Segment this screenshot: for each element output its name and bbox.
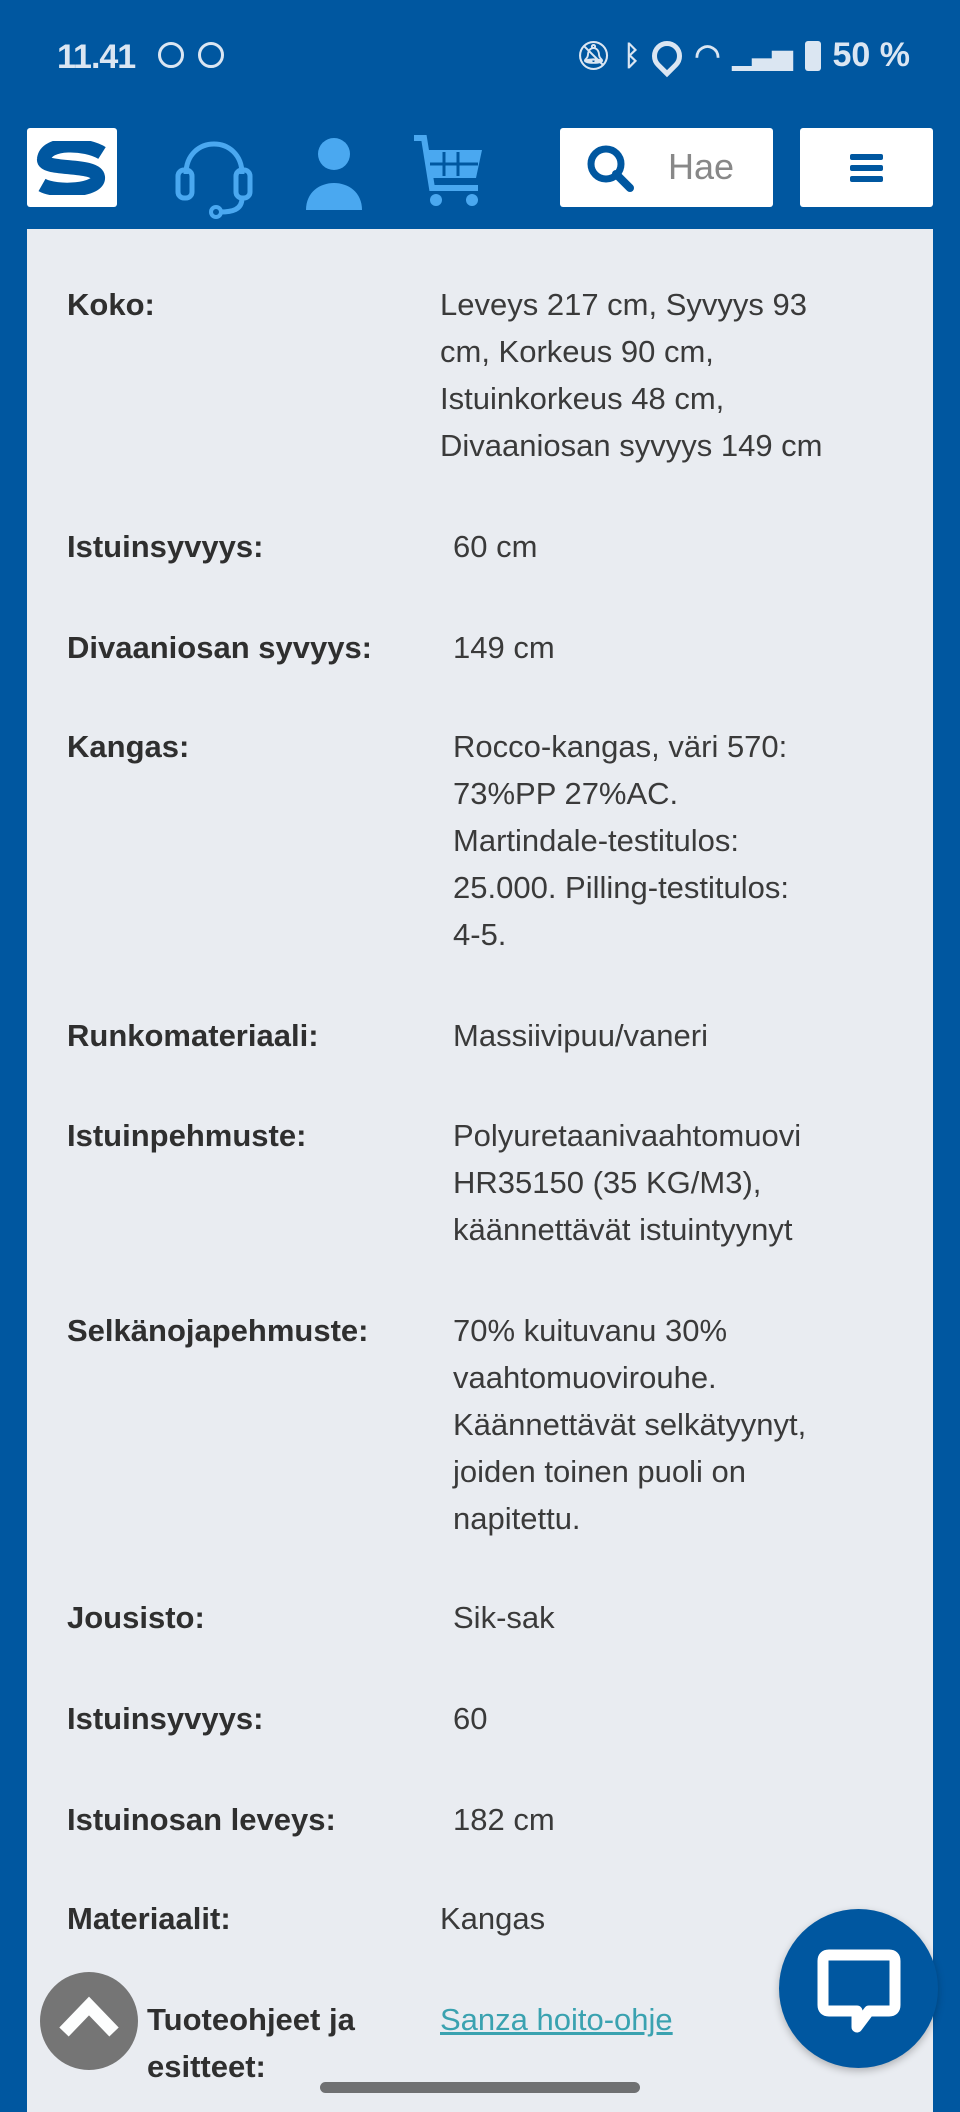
- spec-value: Sik-sak: [453, 1600, 555, 1635]
- chat-bubble-icon: [779, 1909, 938, 2068]
- spec-value: Massiivipuu/vaneri: [453, 1018, 708, 1053]
- s-logo-icon: [36, 141, 108, 195]
- spec-label: Runkomateriaali:: [67, 1018, 319, 1053]
- product-specs: [27, 229, 933, 2112]
- headset-icon[interactable]: [172, 130, 256, 220]
- mute-icon: 🔕︎: [575, 40, 612, 71]
- spec-value: 70% kuituvanu 30% vaahtomuovirouhe. Käännettävät selkätyynyt, joiden toinen puoli on napitettu.: [453, 1313, 807, 1536]
- battery-icon: [805, 41, 821, 71]
- bluetooth-icon: ᛒ: [623, 39, 641, 71]
- spec-label: Divaaniosan syvyys:: [67, 630, 373, 665]
- spec-label: Materiaalit:: [67, 1901, 231, 1936]
- search-input[interactable]: [560, 128, 773, 207]
- status-time: 11.41: [57, 38, 136, 76]
- location-icon: [646, 34, 688, 76]
- signal-icon: ▁▃▅: [732, 40, 793, 70]
- spec-value: 149 cm: [453, 630, 555, 665]
- whatsapp-icon: [198, 42, 224, 68]
- logo[interactable]: [27, 128, 117, 207]
- search-placeholder: Hae: [668, 146, 735, 187]
- spec-value: Polyuretaanivaahtomuovi HR35150 (35 KG/M3), käännettävät istuintyynyt: [453, 1118, 802, 1247]
- spec-value: Leveys 217 cm, Syvyys 93 cm, Korkeus 90 cm, Istuinkorkeus 48 cm, Divaaniosan syvyys 149 cm: [440, 287, 823, 463]
- whatsapp-icon: [158, 42, 184, 68]
- spec-label: Tuoteohjeet ja esitteet:: [147, 2002, 355, 2084]
- spec-label: Istuinosan leveys:: [67, 1802, 336, 1837]
- spec-label: Istuinsyvyys:: [67, 529, 264, 564]
- spec-value: Rocco-kangas, väri 570: 73%PP 27%AC. Martindale-testitulos: 25.000. Pilling-testitulos: 4-5.: [453, 729, 790, 952]
- status-bar: [0, 0, 960, 120]
- search-icon: [584, 142, 636, 194]
- spec-label: Selkänojapehmuste:: [67, 1313, 369, 1348]
- spec-label: Koko:: [67, 287, 155, 322]
- spec-value: Kangas: [440, 1901, 546, 1936]
- spec-label: Jousisto:: [67, 1600, 205, 1635]
- wifi-icon: ◠: [694, 39, 721, 72]
- spec-label: Kangas:: [67, 729, 190, 764]
- battery-level: 50 %: [832, 36, 910, 74]
- spec-value: 60 cm: [453, 529, 538, 564]
- hamburger-icon: [850, 154, 883, 160]
- scroll-to-top-button[interactable]: [40, 1972, 138, 2070]
- chevron-up-icon: [40, 1972, 138, 2070]
- chat-button[interactable]: [779, 1909, 938, 2068]
- cart-icon[interactable]: [412, 130, 486, 210]
- site-header: [0, 120, 960, 229]
- menu-button[interactable]: [800, 128, 933, 207]
- user-icon[interactable]: [304, 130, 364, 210]
- spec-value: 182 cm: [453, 1802, 555, 1837]
- care-instructions-link[interactable]: Sanza hoito-ohje: [440, 2002, 673, 2037]
- spec-label: Istuinsyvyys:: [67, 1701, 264, 1736]
- spec-label: Istuinpehmuste:: [67, 1118, 307, 1153]
- home-indicator[interactable]: [320, 2082, 640, 2093]
- spec-value: 60: [453, 1701, 488, 1736]
